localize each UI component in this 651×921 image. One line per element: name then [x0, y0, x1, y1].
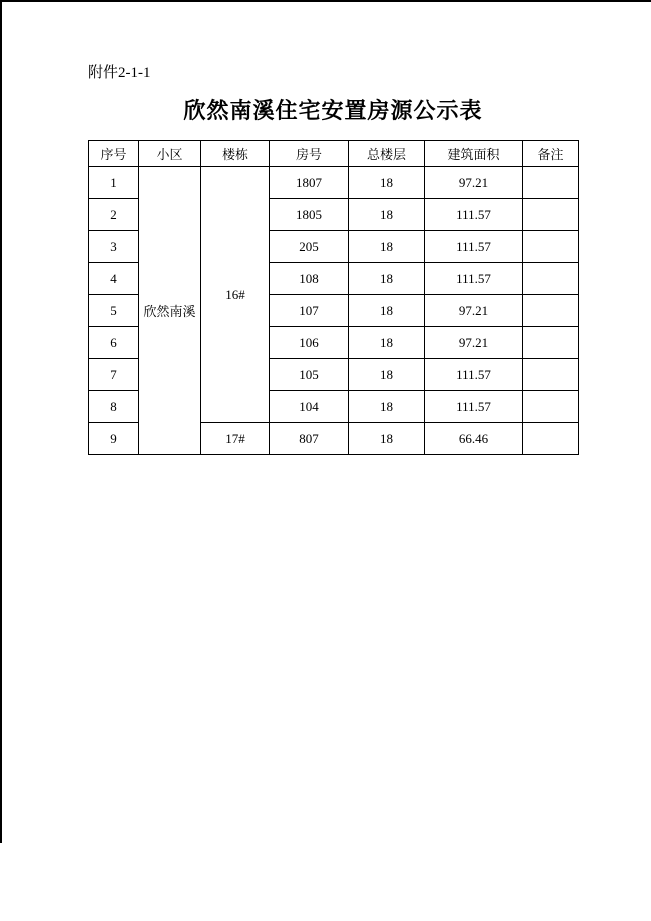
cell-area: 111.57 [425, 359, 523, 391]
cell-no: 5 [89, 295, 139, 327]
header-room: 房号 [270, 141, 349, 167]
table-row [89, 167, 579, 199]
cell-room: 1807 [270, 167, 349, 199]
cell-note [523, 327, 579, 359]
header-note: 备注 [523, 141, 579, 167]
cell-floors: 18 [349, 423, 425, 455]
header-floors: 总楼层 [349, 141, 425, 167]
cell-area: 97.21 [425, 167, 523, 199]
cell-room: 104 [270, 391, 349, 423]
header-community: 小区 [139, 141, 201, 167]
cell-area: 97.21 [425, 295, 523, 327]
cell-room: 205 [270, 231, 349, 263]
cell-building: 17# [201, 423, 270, 455]
cell-room: 108 [270, 263, 349, 295]
cell-floors: 18 [349, 359, 425, 391]
cell-room: 107 [270, 295, 349, 327]
cell-note [523, 391, 579, 423]
cell-floors: 18 [349, 327, 425, 359]
cell-room: 106 [270, 327, 349, 359]
cell-no: 7 [89, 359, 139, 391]
page-title: 欣然南溪住宅安置房源公示表 [183, 98, 483, 123]
cell-floors: 18 [349, 391, 425, 423]
cell-room: 807 [270, 423, 349, 455]
cell-floors: 18 [349, 167, 425, 199]
cell-no: 9 [89, 423, 139, 455]
cell-note [523, 423, 579, 455]
header-no: 序号 [89, 141, 139, 167]
scan-edge-top-line [0, 0, 651, 2]
attachment-label: 附件2-1-1 [88, 65, 151, 81]
header-building: 楼栋 [201, 141, 270, 167]
cell-room: 1805 [270, 199, 349, 231]
cell-floors: 18 [349, 295, 425, 327]
housing-table [88, 140, 579, 455]
header-area: 建筑面积 [425, 141, 523, 167]
cell-note [523, 231, 579, 263]
cell-no: 4 [89, 263, 139, 295]
cell-no: 6 [89, 327, 139, 359]
cell-area: 97.21 [425, 327, 523, 359]
cell-note [523, 359, 579, 391]
cell-room: 105 [270, 359, 349, 391]
cell-area: 111.57 [425, 199, 523, 231]
cell-floors: 18 [349, 263, 425, 295]
housing-table-body [89, 167, 579, 455]
cell-area: 66.46 [425, 423, 523, 455]
cell-note [523, 199, 579, 231]
cell-no: 8 [89, 391, 139, 423]
cell-no: 3 [89, 231, 139, 263]
cell-area: 111.57 [425, 391, 523, 423]
header-row [89, 141, 579, 167]
cell-building: 16# [201, 167, 270, 423]
cell-note [523, 263, 579, 295]
cell-note [523, 167, 579, 199]
housing-table-header [89, 141, 579, 167]
cell-floors: 18 [349, 199, 425, 231]
scan-edge-left-line [0, 0, 2, 843]
cell-no: 1 [89, 167, 139, 199]
cell-area: 111.57 [425, 231, 523, 263]
cell-no: 2 [89, 199, 139, 231]
cell-community: 欣然南溪 [139, 167, 201, 455]
cell-floors: 18 [349, 231, 425, 263]
cell-area: 111.57 [425, 263, 523, 295]
cell-note [523, 295, 579, 327]
